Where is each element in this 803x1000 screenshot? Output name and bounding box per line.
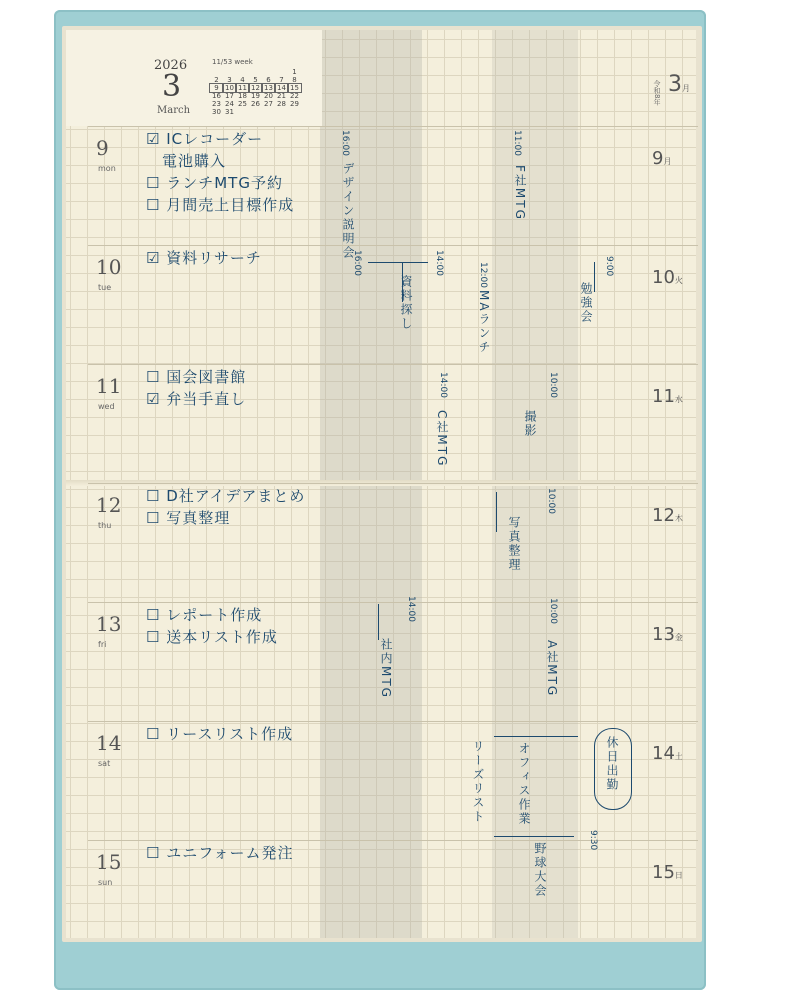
task-item[interactable]: ☑ ICレコーダー xyxy=(146,130,264,148)
schedule-note: 野球大会 xyxy=(533,842,547,898)
mini-calendar-day: 12 xyxy=(249,84,262,92)
mini-calendar-day xyxy=(275,68,288,76)
mini-calendar-day: 25 xyxy=(238,100,247,108)
year-label: 2026 xyxy=(154,58,188,73)
schedule-note: 写真整理 xyxy=(507,516,521,572)
mini-calendar-day: 29 xyxy=(290,100,299,108)
mini-calendar-day: 18 xyxy=(238,92,247,100)
task-item[interactable]: ☐ リースリスト作成 xyxy=(146,725,294,743)
mini-calendar-day: 5 xyxy=(253,76,258,84)
arrow-line xyxy=(494,736,578,737)
schedule-note: オフィス作業 xyxy=(517,742,531,826)
mini-calendar-day xyxy=(275,108,288,116)
day-divider xyxy=(88,126,698,127)
mini-calendar-day xyxy=(249,108,262,116)
era-label: 令和8年 xyxy=(653,80,661,106)
week-label: 11/53 week xyxy=(212,58,253,66)
schedule-time: 10:00 xyxy=(548,372,558,398)
schedule-note: F社MTG xyxy=(513,165,527,221)
day-divider xyxy=(88,721,698,722)
task-item[interactable]: ☐ 写真整理 xyxy=(146,509,231,527)
task-item[interactable]: ☐ 月間売上目標作成 xyxy=(146,196,295,214)
day-divider xyxy=(88,840,698,841)
schedule-note: 勉強会 xyxy=(579,282,593,324)
task-item[interactable]: ☐ 国会図書館 xyxy=(146,368,247,386)
mini-calendar-day: 14 xyxy=(275,84,288,92)
right-day-label: 11水 xyxy=(652,386,683,407)
mini-calendar-day: 13 xyxy=(262,84,275,92)
mini-calendar-day: 8 xyxy=(292,76,297,84)
schedule-time: 10:00 xyxy=(548,598,558,624)
schedule-time: 14:00 xyxy=(434,250,444,276)
weekday-label: thu xyxy=(98,521,112,530)
mini-calendar-day: 10 xyxy=(223,84,236,92)
schedule-note: 資料探し xyxy=(399,275,413,331)
schedule-note: 休日出勤 xyxy=(605,736,619,792)
mini-calendar-day xyxy=(210,68,223,76)
mini-calendar-day: 3 xyxy=(227,76,232,84)
schedule-note: 社内MTG xyxy=(379,638,393,699)
mini-calendar-day: 9 xyxy=(210,84,223,92)
schedule-note: 撮影 xyxy=(523,410,537,438)
mini-calendar-day: 19 xyxy=(251,92,260,100)
schedule-note: C社MTG xyxy=(435,410,449,468)
mini-calendar-day: 20 xyxy=(264,92,273,100)
day-number: 14 xyxy=(96,731,122,755)
mini-calendar-day: 26 xyxy=(251,100,260,108)
mini-calendar-week xyxy=(210,108,301,116)
arrow-line xyxy=(496,492,497,532)
mini-calendar-day xyxy=(262,108,275,116)
day-divider xyxy=(88,364,698,365)
day-divider xyxy=(88,245,698,246)
mini-calendar-day: 1 xyxy=(292,68,297,76)
arrow-line xyxy=(378,604,379,640)
right-day-label: 12木 xyxy=(652,505,683,526)
mini-calendar-day xyxy=(236,108,249,116)
right-day-label: 14土 xyxy=(652,743,683,764)
schedule-time: 16:00 xyxy=(352,250,362,276)
weekday-label: tue xyxy=(98,283,112,292)
schedule-time: 10:00 xyxy=(546,488,556,514)
mini-calendar-day: 22 xyxy=(290,92,299,100)
task-item[interactable]: ☐ D社アイデアまとめ xyxy=(146,487,306,505)
task-item[interactable]: ☐ 送本リスト作成 xyxy=(146,628,278,646)
task-item[interactable]: 電池購入 xyxy=(146,152,227,170)
schedule-note: MAランチ xyxy=(477,290,491,355)
mini-calendar-week xyxy=(210,68,301,76)
schedule-note: A社MTG xyxy=(545,640,559,698)
mini-calendar-day: 24 xyxy=(225,100,234,108)
mini-calendar-day: 17 xyxy=(225,92,234,100)
schedule-time: 11:00 xyxy=(512,130,522,156)
mini-calendar-day xyxy=(288,108,301,116)
mini-calendar-day: 21 xyxy=(277,92,286,100)
weekday-label: fri xyxy=(98,640,107,649)
schedule-time: 12:00 xyxy=(478,262,488,288)
mini-calendar-day: 11 xyxy=(236,84,249,92)
mini-calendar-week xyxy=(210,92,301,100)
arrow-line xyxy=(368,262,428,263)
schedule-note: デザイン説明会 xyxy=(341,162,355,260)
schedule-time: 14:00 xyxy=(438,372,448,398)
task-item[interactable]: ☑ 資料リサーチ xyxy=(146,249,262,267)
weekday-label: wed xyxy=(98,402,115,411)
mini-calendar-day xyxy=(249,68,262,76)
mini-calendar-day: 16 xyxy=(212,92,221,100)
mini-calendar-week xyxy=(210,84,301,92)
schedule-note: リーズリスト xyxy=(471,740,485,824)
schedule-time: 9:00 xyxy=(604,256,614,277)
schedule-time: 9:30 xyxy=(588,830,598,851)
day-divider xyxy=(88,483,698,484)
mini-calendar-day: 4 xyxy=(240,76,245,84)
mini-calendar-day: 27 xyxy=(264,100,273,108)
right-day-label: 9月 xyxy=(652,148,672,169)
mini-calendar-day: 30 xyxy=(212,108,221,116)
mini-calendar-day xyxy=(223,68,236,76)
right-day-label: 13金 xyxy=(652,624,683,645)
mini-calendar-day xyxy=(236,68,249,76)
day-number: 15 xyxy=(96,850,122,874)
weekday-label: mon xyxy=(98,164,116,173)
mini-calendar-day: 15 xyxy=(288,84,301,92)
mini-calendar-day: 7 xyxy=(279,76,284,84)
mini-calendar-week xyxy=(210,76,301,84)
task-item[interactable]: ☐ レポート作成 xyxy=(146,606,263,624)
month-name: March xyxy=(157,105,191,116)
task-item[interactable]: ☑ 弁当手直し xyxy=(146,390,247,408)
weekday-label: sat xyxy=(98,759,111,768)
mini-calendar xyxy=(210,68,301,116)
day-number: 9 xyxy=(96,136,109,160)
day-number: 11 xyxy=(96,374,122,398)
task-item[interactable]: ☐ ランチMTG予約 xyxy=(146,174,283,192)
day-number: 12 xyxy=(96,493,122,517)
schedule-time: 14:00 xyxy=(406,596,416,622)
day-number: 10 xyxy=(96,255,122,279)
day-divider xyxy=(88,602,698,603)
task-item[interactable]: ☐ ユニフォーム発注 xyxy=(146,844,294,862)
right-day-label: 15日 xyxy=(652,862,683,883)
mini-calendar-day: 6 xyxy=(266,76,271,84)
mini-calendar-day xyxy=(262,68,275,76)
mini-calendar-day: 28 xyxy=(277,100,286,108)
arrow-line xyxy=(494,836,574,837)
weekday-label: sun xyxy=(98,878,113,887)
day-number: 13 xyxy=(96,612,122,636)
mini-calendar-day: 2 xyxy=(214,76,219,84)
month-number: 3 xyxy=(162,69,182,104)
right-month-label: 3月 xyxy=(668,72,690,97)
schedule-time: 16:00 xyxy=(340,130,350,156)
mini-calendar-day: 31 xyxy=(225,108,234,116)
mini-calendar-day: 23 xyxy=(212,100,221,108)
right-day-label: 10火 xyxy=(652,267,683,288)
mini-calendar-week xyxy=(210,100,301,108)
